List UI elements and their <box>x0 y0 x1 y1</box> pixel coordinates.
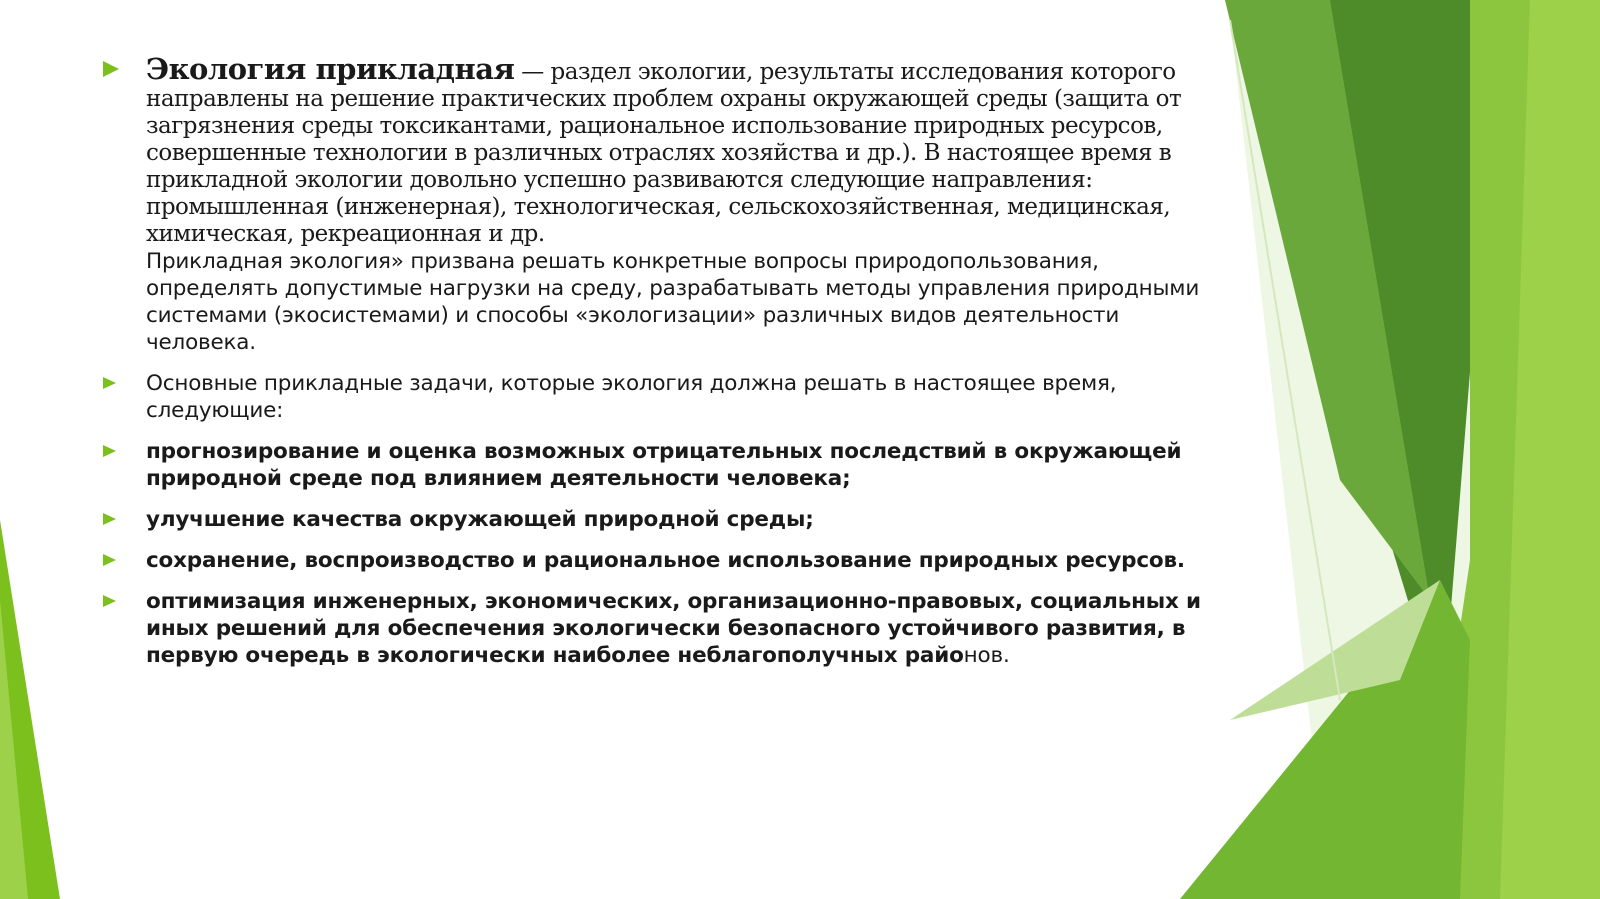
task-text: улучшение качества окружающей природной среды; <box>146 507 814 532</box>
definition-continuation: Прикладная экология» призвана решать конкретные вопросы природопользования, определять допустимые нагрузки на среду, разрабатывать методы управления природными системами (экосистемами) и способы «экологизации» различных видов деятельности человека. <box>146 249 1200 355</box>
triangle-bullet-icon <box>103 377 116 389</box>
task-text: сохранение, воспроизводство и рациональное использование природных ресурсов. <box>146 548 1185 573</box>
task-text: прогнозирование и оценка возможных отрицательных последствий в окружающей природной среде под влиянием деятельности человека; <box>146 439 1182 491</box>
content-list <box>100 52 1210 683</box>
term-title: Экология прикладная <box>146 52 515 86</box>
triangle-bullet-icon <box>103 61 119 77</box>
task-text-end: нов. <box>963 643 1010 668</box>
intro-text: Основные прикладные задачи, которые экология должна решать в настоящее время, следующие: <box>146 371 1117 423</box>
list-item-definition <box>100 52 1210 356</box>
list-item-task-1 <box>100 438 1210 492</box>
triangle-bullet-icon <box>103 445 116 457</box>
task-text-bold: оптимизация инженерных, экономических, организационно-правовых, социальных и иных решений для обеспечения экологически безопасного устойчивого развития, в первую очередь в экологически наиболее неблагополучных райо <box>146 589 1201 668</box>
triangle-bullet-icon <box>103 554 116 566</box>
list-item-task-4 <box>100 588 1210 669</box>
triangle-bullet-icon <box>103 513 116 525</box>
list-item-task-3 <box>100 547 1210 574</box>
list-item-task-2 <box>100 506 1210 533</box>
term-definition: — раздел экологии, результаты исследования которого направлены на решение практических проблем охраны окружающей среды (защита от загрязнения среды токсикантами, рациональное использование природных ресурсов, совершенные технологии в различных отраслях хозяйства и др.). В настоящее время в прикладной экологии довольно успешно развиваются следующие направления: промышленная (инженерная), технологическая, сельскохозяйственная, медицинская, химическая, рекреационная и др. <box>146 59 1182 247</box>
triangle-bullet-icon <box>103 595 116 607</box>
list-item-intro <box>100 370 1210 424</box>
